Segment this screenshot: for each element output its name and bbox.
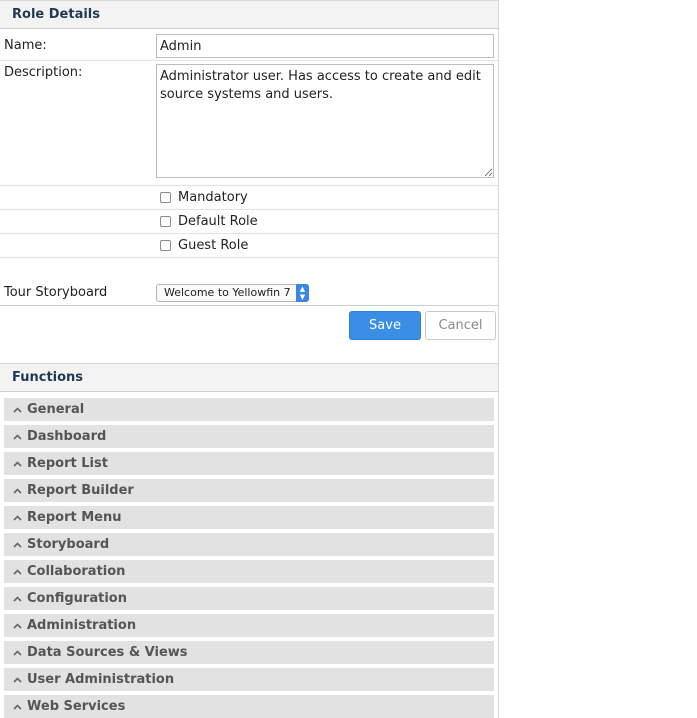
function-item-data-sources-views[interactable] — [4, 641, 494, 664]
function-item-storyboard[interactable] — [4, 533, 494, 556]
mandatory-label: Mandatory — [178, 189, 248, 205]
divider — [0, 185, 498, 186]
tour-storyboard-label: Tour Storyboard — [4, 285, 108, 300]
function-item-label: Report Menu — [27, 510, 122, 525]
name-input[interactable] — [156, 34, 494, 58]
mandatory-checkbox[interactable] — [160, 192, 171, 203]
mandatory-checkbox-row[interactable] — [160, 188, 248, 206]
function-item-dashboard[interactable] — [4, 425, 494, 448]
function-item-label: Storyboard — [27, 537, 110, 552]
cancel-button[interactable]: Cancel — [425, 311, 496, 340]
chevron-up-icon — [12, 540, 22, 550]
divider — [0, 305, 498, 306]
default-role-checkbox-row[interactable] — [160, 212, 258, 230]
divider — [0, 233, 498, 234]
function-item-label: Report Builder — [27, 483, 134, 498]
function-item-label: Report List — [27, 456, 108, 471]
default-role-label: Default Role — [178, 213, 258, 229]
function-item-report-list[interactable] — [4, 452, 494, 475]
function-item-label: User Administration — [27, 672, 175, 687]
function-item-configuration[interactable] — [4, 587, 494, 610]
chevron-up-icon — [12, 486, 22, 496]
function-item-label: Dashboard — [27, 429, 107, 444]
chevron-up-icon — [12, 675, 22, 685]
role-details-header — [0, 0, 498, 29]
divider — [0, 209, 498, 210]
function-item-web-services[interactable] — [4, 695, 494, 718]
functions-title: Functions — [12, 370, 84, 385]
guest-role-label: Guest Role — [178, 237, 249, 253]
function-item-report-menu[interactable] — [4, 506, 494, 529]
chevron-up-icon — [12, 648, 22, 658]
function-item-label: Web Services — [27, 699, 126, 714]
divider — [0, 257, 498, 258]
chevron-up-icon — [12, 594, 22, 604]
description-textarea[interactable] — [156, 64, 494, 178]
function-item-user-administration[interactable] — [4, 668, 494, 691]
function-item-label: Configuration — [27, 591, 127, 606]
chevron-up-icon — [12, 513, 22, 523]
updown-arrows-icon: ▲ ▼ — [296, 284, 309, 302]
chevron-up-icon — [12, 702, 22, 712]
default-role-checkbox[interactable] — [160, 216, 171, 227]
divider — [0, 60, 498, 61]
tour-storyboard-selected: Welcome to Yellowfin 7 — [164, 286, 291, 299]
function-item-administration[interactable] — [4, 614, 494, 637]
function-item-collaboration[interactable] — [4, 560, 494, 583]
function-item-report-builder[interactable] — [4, 479, 494, 502]
chevron-up-icon — [12, 459, 22, 469]
chevron-up-icon — [12, 432, 22, 442]
save-button[interactable]: Save — [349, 311, 421, 340]
function-item-label: Administration — [27, 618, 137, 633]
name-label: Name: — [4, 38, 47, 53]
function-item-label: General — [27, 402, 85, 417]
role-details-title: Role Details — [12, 7, 100, 22]
guest-role-checkbox-row[interactable] — [160, 236, 248, 254]
functions-header — [0, 363, 498, 392]
tour-storyboard-select[interactable] — [156, 284, 309, 302]
function-item-label: Data Sources & Views — [27, 645, 188, 660]
guest-role-checkbox[interactable] — [160, 240, 171, 251]
chevron-up-icon — [12, 567, 22, 577]
function-item-label: Collaboration — [27, 564, 126, 579]
chevron-up-icon — [12, 405, 22, 415]
function-item-general[interactable] — [4, 398, 494, 421]
chevron-up-icon — [12, 621, 22, 631]
description-label: Description: — [4, 65, 83, 80]
